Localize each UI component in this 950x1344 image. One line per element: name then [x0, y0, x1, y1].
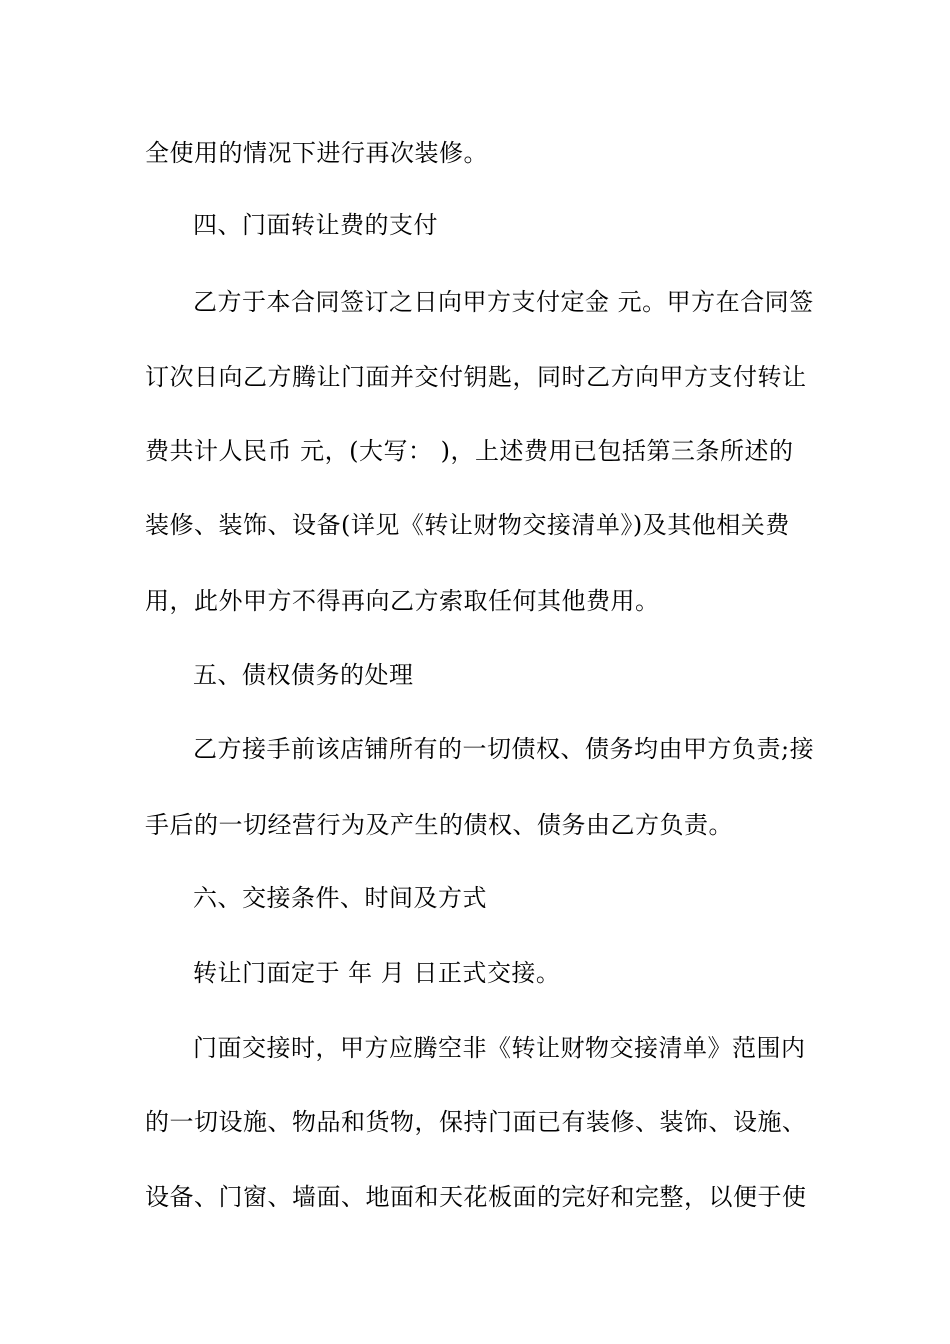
paragraph-line: 用，此外甲方不得再向乙方索取任何其他费用。: [145, 587, 660, 615]
section-heading-6: 六、交接条件、时间及方式: [193, 884, 487, 912]
section-heading-4: 四、门面转让费的支付: [193, 211, 438, 239]
paragraph-line: 手后的一切经营行为及产生的债权、债务由乙方负责。: [145, 811, 733, 839]
paragraph-line: 全使用的情况下进行再次装修。: [145, 139, 488, 167]
paragraph-line: 乙方于本合同签订之日向甲方支付定金 元。甲方在合同签: [193, 288, 814, 316]
section-heading-5: 五、债权债务的处理: [193, 661, 414, 689]
paragraph-line: 转让门面定于 年 月 日正式交接。: [193, 959, 561, 987]
paragraph-line: 乙方接手前该店铺所有的一切债权、债务均由甲方负责;接: [193, 735, 815, 763]
paragraph-line: 设备、门窗、墙面、地面和天花板面的完好和完整，以便于使: [145, 1183, 807, 1211]
paragraph-line: 订次日向乙方腾让门面并交付钥匙，同时乙方向甲方支付转让: [145, 363, 807, 391]
paragraph-line: 费共计人民币 元，(大写： )，上述费用已包括第三条所述的: [145, 437, 794, 465]
paragraph-line: 的一切设施、物品和货物，保持门面已有装修、装饰、设施、: [145, 1108, 807, 1136]
paragraph-line: 装修、装饰、设备(详见《转让财物交接清单》)及其他相关费: [145, 511, 790, 539]
paragraph-line: 门面交接时，甲方应腾空非《转让财物交接清单》范围内: [193, 1034, 806, 1062]
